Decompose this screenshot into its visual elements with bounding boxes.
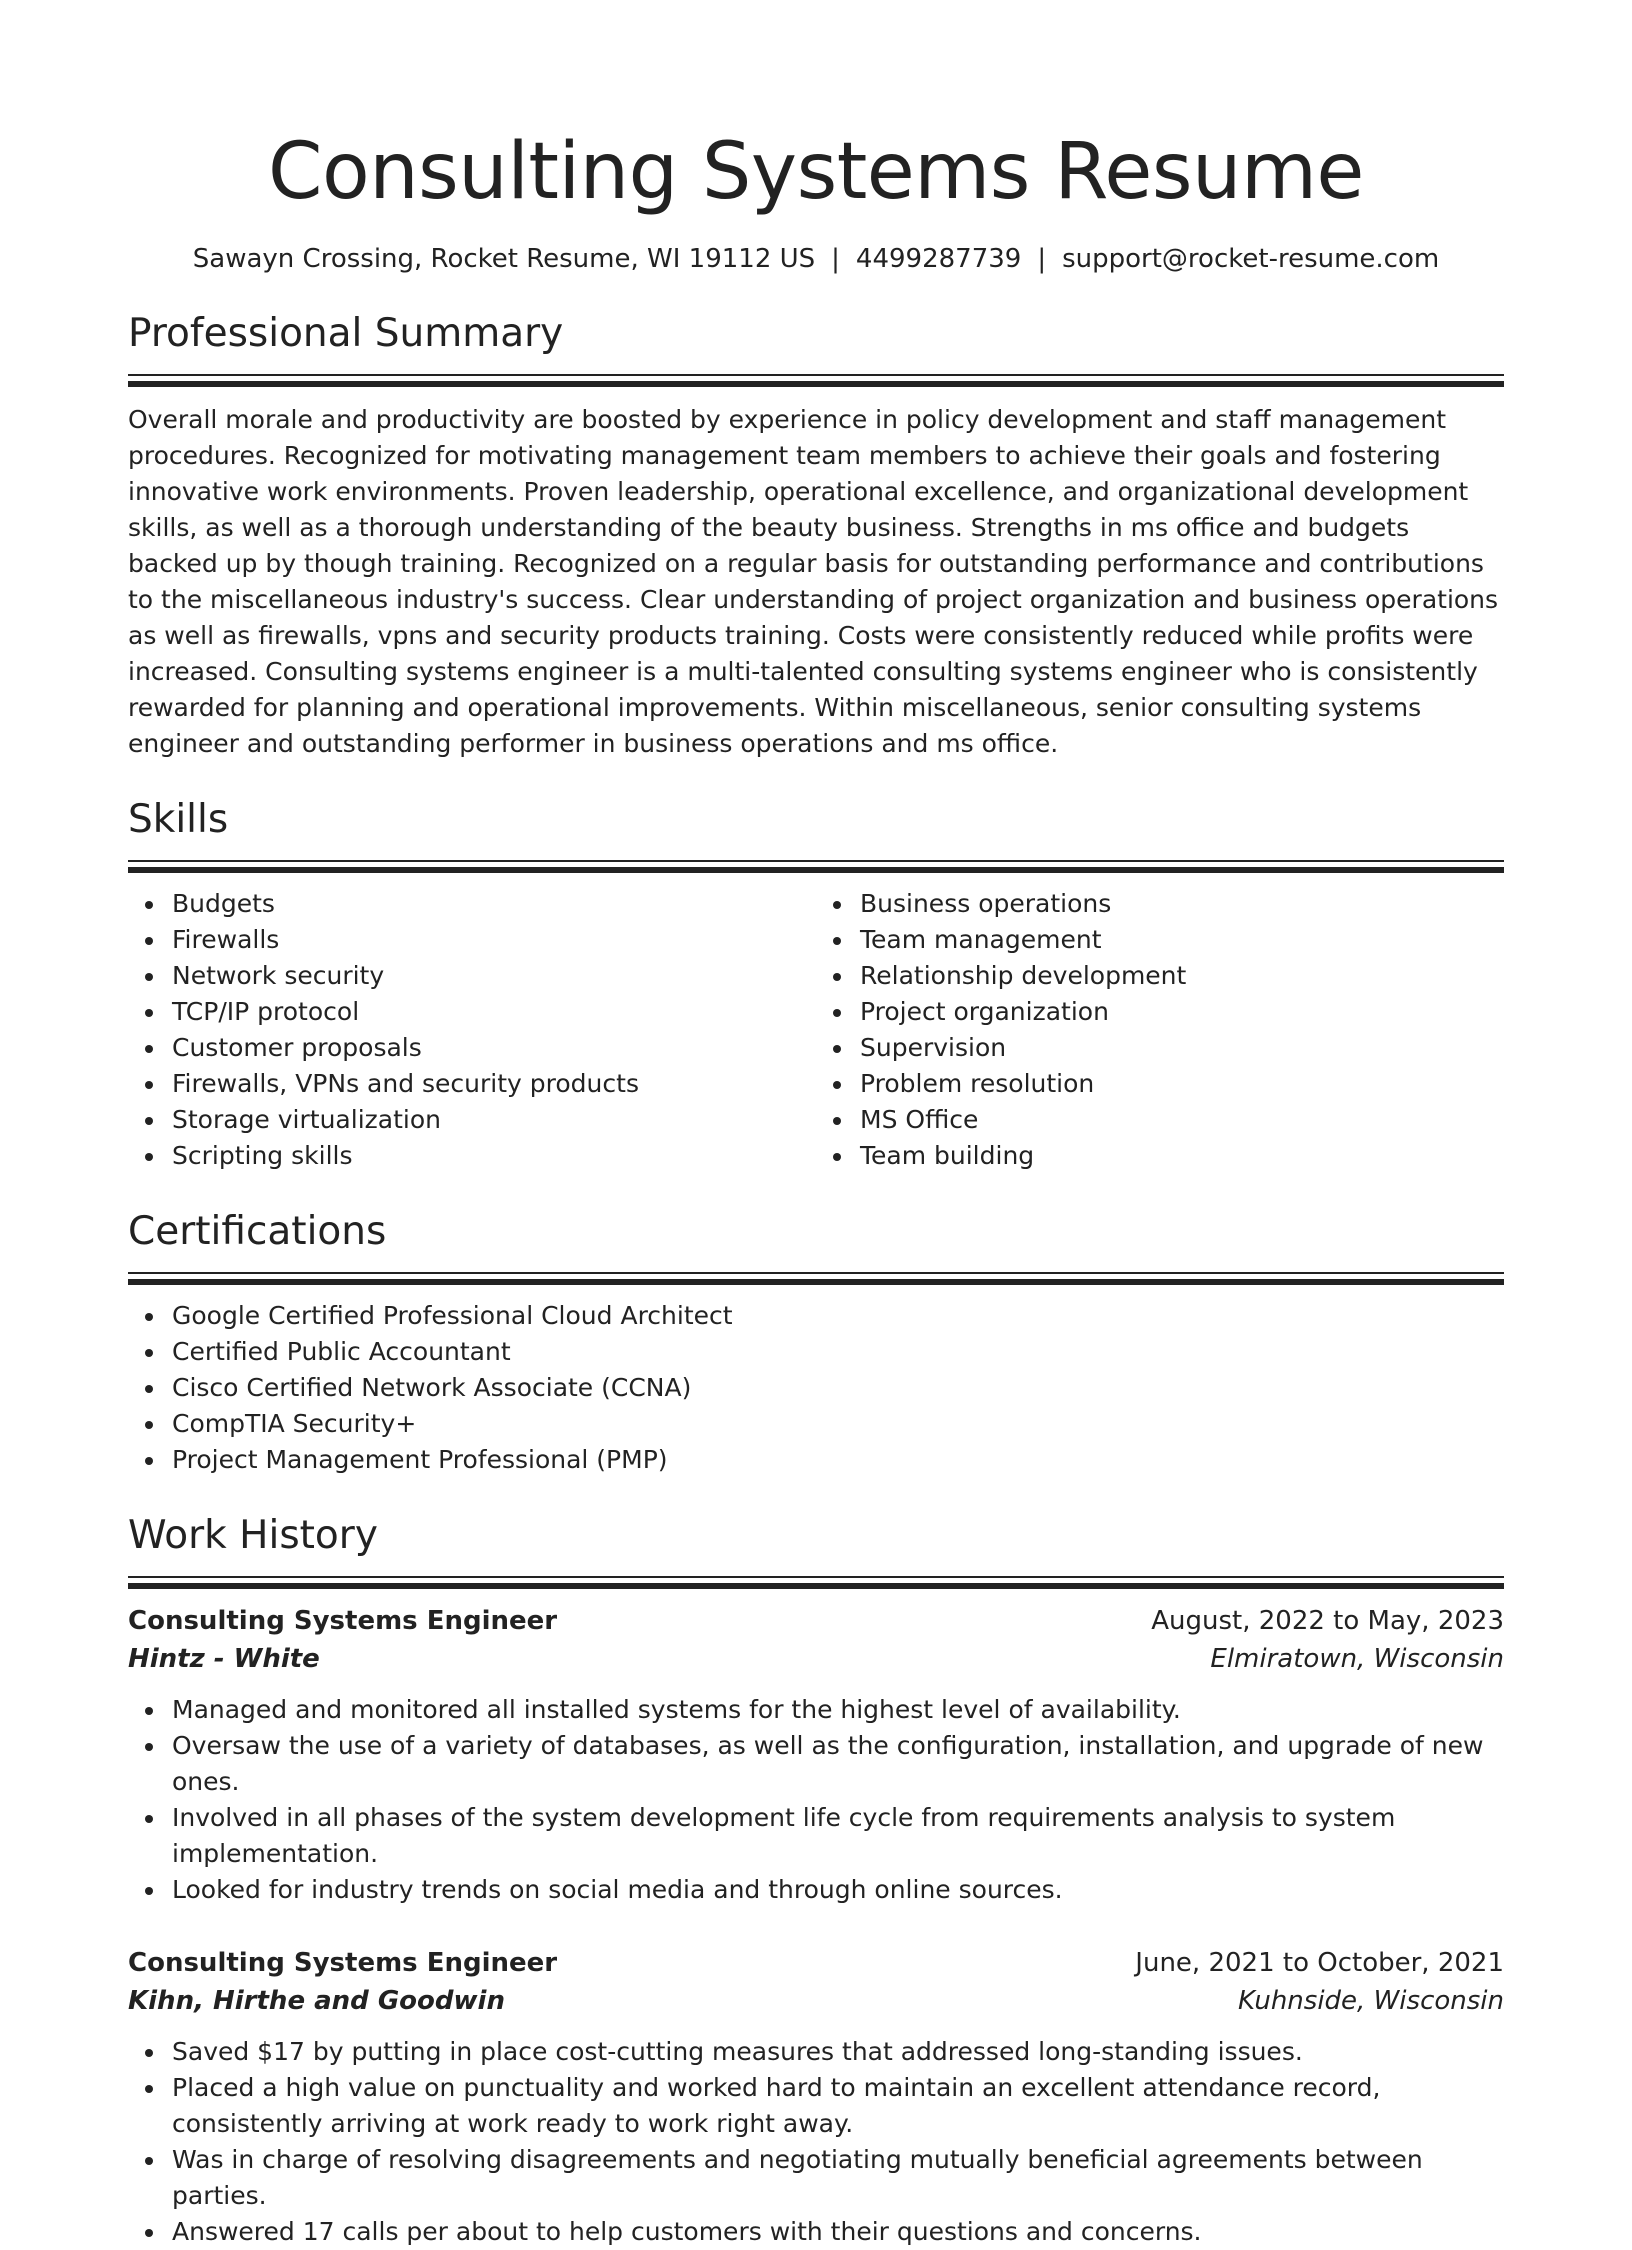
job-employer-row bbox=[128, 1640, 1504, 1678]
skill-item: Firewalls bbox=[172, 922, 816, 958]
contact-separator: | bbox=[1037, 244, 1047, 274]
contact-email: support@rocket-resume.com bbox=[1062, 244, 1440, 274]
skill-item: MS Office bbox=[860, 1102, 1504, 1138]
skill-item: Team management bbox=[860, 922, 1504, 958]
certification-item: CompTIA Security+ bbox=[172, 1406, 1504, 1442]
contact-separator: | bbox=[831, 244, 840, 274]
skill-item: Project organization bbox=[860, 994, 1504, 1030]
section-divider bbox=[128, 860, 1504, 874]
job-bullet: Was in charge of resolving disagreements and negotiating mutually beneficial agreements between parties. bbox=[172, 2142, 1504, 2214]
certification-item: Google Certified Professional Cloud Architect bbox=[172, 1298, 1504, 1334]
section-divider bbox=[128, 1576, 1504, 1590]
job-entry bbox=[128, 1602, 1504, 1908]
job-title: Consulting Systems Engineer bbox=[128, 1606, 558, 1636]
job-bullet: Managed and monitored all installed systems for the highest level of availability. bbox=[172, 1692, 1504, 1728]
summary-section bbox=[128, 310, 1504, 762]
skills-list-right bbox=[816, 886, 1504, 1174]
job-dates: August, 2022 to May, 2023 bbox=[1151, 1606, 1504, 1636]
skill-item: Network security bbox=[172, 958, 816, 994]
summary-text: Overall morale and productivity are boosted by experience in policy development and staff management procedures. Recognized for motivating management team members to achieve their goals and fostering innovative work environments. Proven leadership, operational excellence, and organizational development skills, as well as a thorough understanding of the beauty business. Strengths in ms office and budgets backed up by though training. Recognized on a regular basis for outstanding performance and contributions to the miscellaneous industry's success. Clear understanding of project organization and business operations as well as firewalls, vpns and security products training. Costs were consistently reduced while profits were increased. Consulting systems engineer is a multi-talented consulting systems engineer who is consistently rewarded for planning and operational improvements. Within miscellaneous, senior consulting systems engineer and outstanding performer in business operations and ms office. bbox=[128, 405, 1499, 758]
section-divider bbox=[128, 1272, 1504, 1286]
skills-section bbox=[128, 796, 1504, 1174]
skill-item: Budgets bbox=[172, 886, 816, 922]
certification-item: Certified Public Accountant bbox=[172, 1334, 1504, 1370]
skill-item: Relationship development bbox=[860, 958, 1504, 994]
job-bullets bbox=[128, 2034, 1504, 2250]
job-company: Kihn, Hirthe and Goodwin bbox=[128, 1986, 505, 2016]
skills-heading: Skills bbox=[128, 797, 229, 842]
job-bullet: Looked for industry trends on social media and through online sources. bbox=[172, 1872, 1504, 1908]
skill-item: Problem resolution bbox=[860, 1066, 1504, 1102]
work-history-heading: Work History bbox=[128, 1513, 378, 1558]
skill-item: Business operations bbox=[860, 886, 1504, 922]
resume-title: Consulting Systems Resume bbox=[268, 127, 1364, 217]
summary-heading: Professional Summary bbox=[128, 311, 564, 356]
certifications-list bbox=[128, 1298, 1504, 1478]
job-header-row bbox=[128, 1944, 1504, 1982]
job-title: Consulting Systems Engineer bbox=[128, 1948, 558, 1978]
job-header-row bbox=[128, 1602, 1504, 1640]
job-company: Hintz - White bbox=[128, 1644, 320, 1674]
job-bullet: Answered 17 calls per about to help customers with their questions and concerns. bbox=[172, 2214, 1504, 2250]
skill-item: TCP/IP protocol bbox=[172, 994, 816, 1030]
job-location: Kuhnside, Wisconsin bbox=[1238, 1986, 1504, 2016]
skills-list-left bbox=[128, 886, 816, 1174]
job-entry bbox=[128, 1944, 1504, 2250]
job-bullet: Involved in all phases of the system development life cycle from requirements analysis to system implementation. bbox=[172, 1800, 1504, 1872]
skill-item: Storage virtualization bbox=[172, 1102, 816, 1138]
certification-item: Project Management Professional (PMP) bbox=[172, 1442, 1504, 1478]
job-bullet: Oversaw the use of a variety of databases, as well as the configuration, installation, and upgrade of new ones. bbox=[172, 1728, 1504, 1800]
job-dates: June, 2021 to October, 2021 bbox=[1135, 1948, 1504, 1978]
job-bullets bbox=[128, 1692, 1504, 1908]
work-history-section bbox=[128, 1512, 1504, 2250]
job-location: Elmiratown, Wisconsin bbox=[1210, 1644, 1504, 1674]
job-bullet: Placed a high value on punctuality and worked hard to maintain an excellent attendance record, consistently arriving at work ready to work right away. bbox=[172, 2070, 1504, 2142]
certifications-section bbox=[128, 1208, 1504, 1478]
skills-grid bbox=[128, 886, 1504, 1174]
job-employer-row bbox=[128, 1982, 1504, 2020]
certification-item: Cisco Certified Network Associate (CCNA) bbox=[172, 1370, 1504, 1406]
section-divider bbox=[128, 374, 1504, 388]
skill-item: Team building bbox=[860, 1138, 1504, 1174]
job-bullet: Saved $17 by putting in place cost-cutting measures that addressed long-standing issues. bbox=[172, 2034, 1504, 2070]
contact-line bbox=[128, 242, 1504, 276]
contact-address: Sawayn Crossing, Rocket Resume, WI 19112 US bbox=[192, 244, 816, 274]
skill-item: Supervision bbox=[860, 1030, 1504, 1066]
contact-phone: 4499287739 bbox=[855, 244, 1022, 274]
certifications-heading: Certifications bbox=[128, 1209, 387, 1254]
skill-item: Customer proposals bbox=[172, 1030, 816, 1066]
skill-item: Scripting skills bbox=[172, 1138, 816, 1174]
skill-item: Firewalls, VPNs and security products bbox=[172, 1066, 816, 1102]
